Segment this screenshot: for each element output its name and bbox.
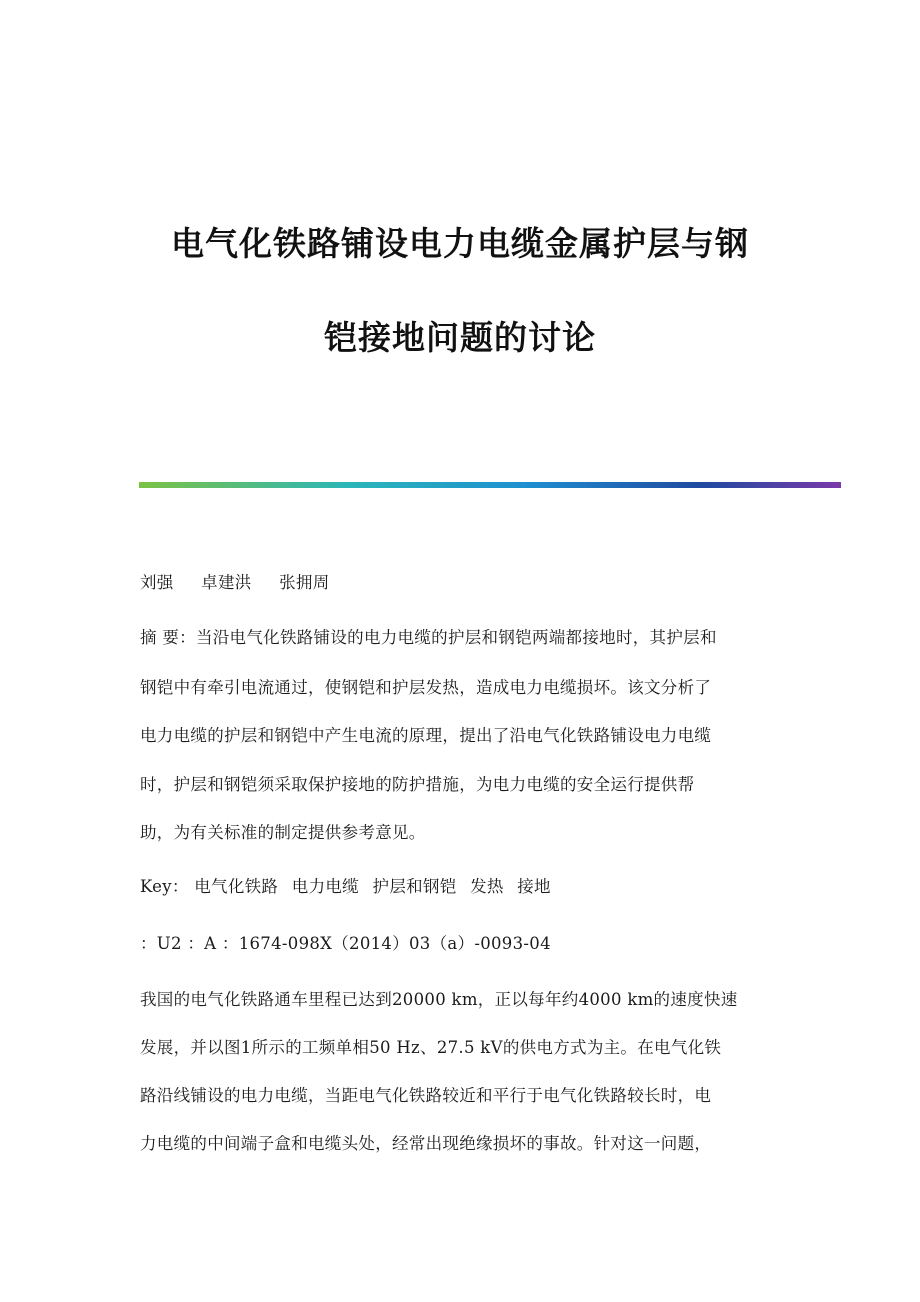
page-title-line-2: 铠接地问题的讨论 — [324, 318, 596, 357]
author-name: 卓建洪 — [201, 573, 252, 592]
abstract-line: 助，为有关标准的制定提供参考意见。 — [140, 823, 426, 842]
author-list — [140, 569, 330, 593]
abstract-line: 摘 要：当沿电气化铁路铺设的电力电缆的护层和钢铠两端都接地时，其护层和 — [140, 628, 717, 647]
body-line: 我国的电气化铁路通车里程已达到20000 km，正以每年约4000 km的速度快速 — [140, 990, 738, 1009]
abstract-line: 钢铠中有牵引电流通过，使钢铠和护层发热，造成电力电缆损坏。该文分析了 — [140, 678, 712, 697]
body-line: 力电缆的中间端子盒和电缆头处，经常出现绝缘损坏的事故。针对这一问题， — [140, 1134, 712, 1153]
keyword: 电气化铁路 — [194, 877, 279, 896]
abstract-line: 电力电缆的护层和钢铠中产生电流的原理，提出了沿电气化铁路铺设电力电缆 — [140, 726, 712, 745]
keyword: 接地 — [517, 877, 551, 896]
author-name: 刘强 — [140, 573, 174, 592]
body-line: 发展，并以图1所示的工频单相50 Hz、27.5 kV的供电方式为主。在电气化铁 — [140, 1038, 722, 1057]
keywords-label: Key： — [140, 877, 189, 896]
author-name: 张拥周 — [279, 573, 330, 592]
body-line: 路沿线铺设的电力电缆，当距电气化铁路较近和平行于电气化铁路较长时，电 — [140, 1086, 712, 1105]
keyword: 护层和钢铠 — [372, 877, 457, 896]
keywords-line — [140, 873, 551, 897]
gradient-divider — [139, 482, 841, 488]
keyword: 发热 — [470, 877, 504, 896]
keyword: 电力电缆 — [291, 877, 359, 896]
classification-line: ：U2 ：A ：1674-098X（2014）03（a）-0093-04 — [140, 934, 551, 953]
abstract-line: 时，护层和钢铠须采取保护接地的防护措施，为电力电缆的安全运行提供帮 — [140, 775, 695, 794]
page-title-line-1: 电气化铁路铺设电力电缆金属护层与钢 — [171, 224, 749, 263]
